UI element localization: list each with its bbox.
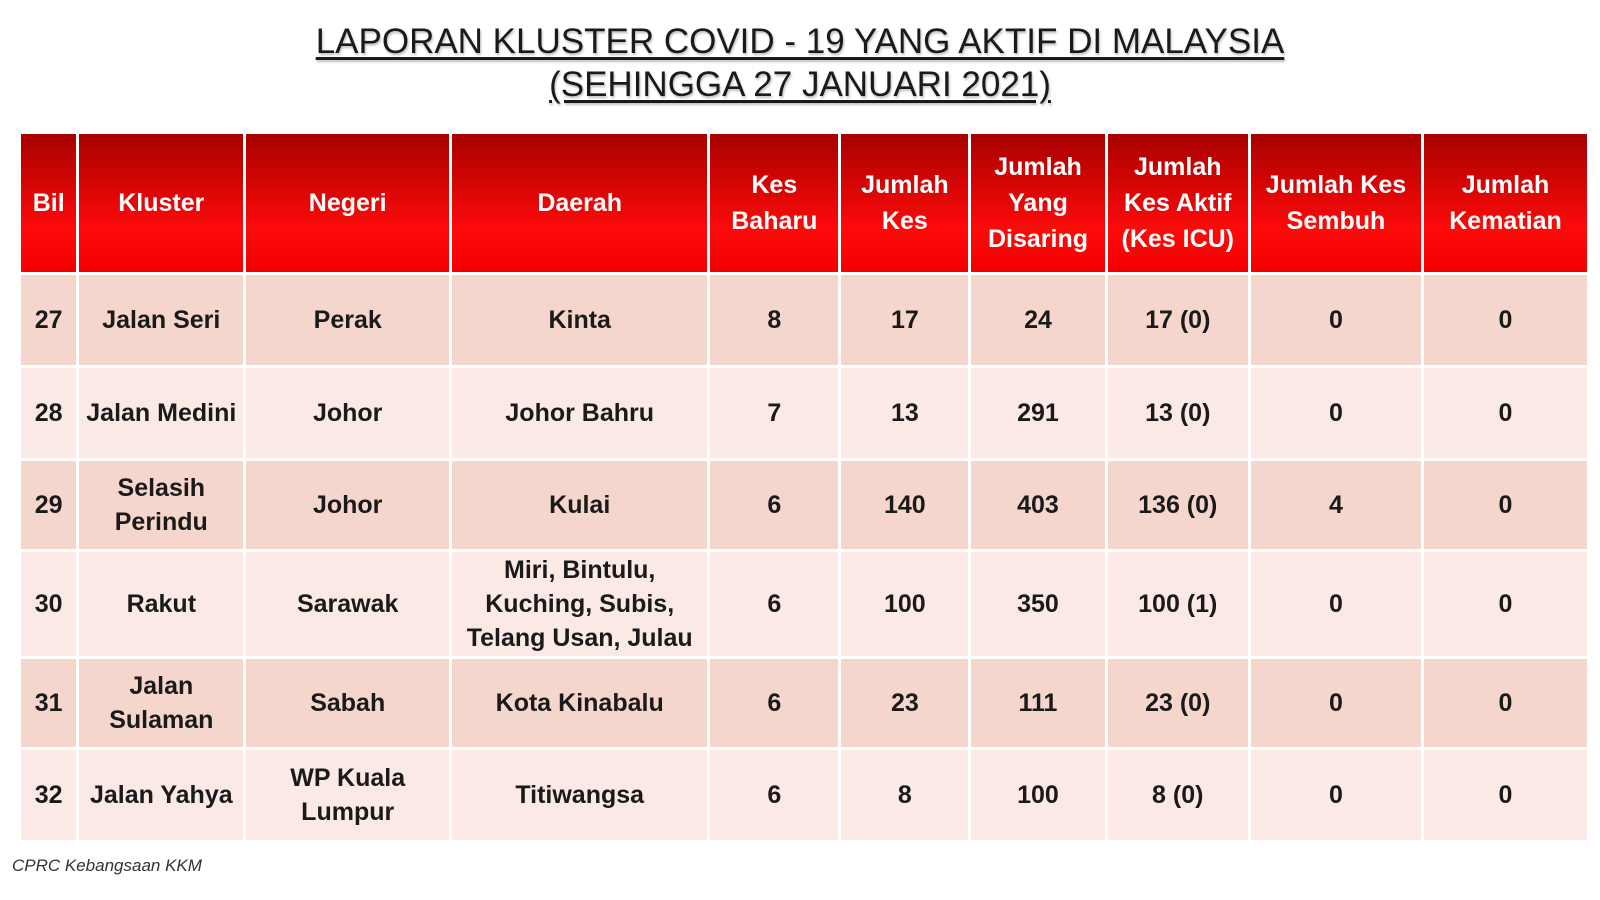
cell-jumlah-kes: 23 xyxy=(841,659,968,747)
cell-daerah: Miri, Bintulu, Kuching, Subis, Telang Usan, Julau xyxy=(452,552,707,656)
cell-kluster: Jalan Yahya xyxy=(79,750,243,840)
column-header-kes-aktif: Jumlah Kes Aktif (Kes ICU) xyxy=(1108,134,1248,272)
cell-kematian: 0 xyxy=(1424,368,1587,458)
column-header-kluster: Kluster xyxy=(79,134,243,272)
cell-kes-aktif: 13 (0) xyxy=(1108,368,1248,458)
column-header-kes-baharu: Kes Baharu xyxy=(710,134,838,272)
cell-kes-baharu: 6 xyxy=(710,750,838,840)
cell-jumlah-disaring: 24 xyxy=(971,275,1104,365)
table-row xyxy=(21,750,1587,840)
table-row xyxy=(21,461,1587,549)
cell-kes-aktif: 17 (0) xyxy=(1108,275,1248,365)
table-header-row xyxy=(21,134,1587,272)
table-row xyxy=(21,275,1587,365)
cell-kematian: 0 xyxy=(1424,461,1587,549)
cell-kes-baharu: 8 xyxy=(710,275,838,365)
cell-jumlah-kes: 17 xyxy=(841,275,968,365)
cell-negeri: Johor xyxy=(246,368,449,458)
cell-kes-aktif: 8 (0) xyxy=(1108,750,1248,840)
cell-jumlah-disaring: 111 xyxy=(971,659,1104,747)
column-header-jumlah-kes: Jumlah Kes xyxy=(841,134,968,272)
cell-kes-baharu: 6 xyxy=(710,461,838,549)
cell-jumlah-disaring: 350 xyxy=(971,552,1104,656)
cell-kes-aktif: 100 (1) xyxy=(1108,552,1248,656)
cell-kes-sembuh: 0 xyxy=(1251,275,1421,365)
cell-negeri: WP Kuala Lumpur xyxy=(246,750,449,840)
cell-kes-sembuh: 0 xyxy=(1251,368,1421,458)
cell-kes-sembuh: 0 xyxy=(1251,659,1421,747)
cell-bil: 31 xyxy=(21,659,76,747)
cell-kluster: Rakut xyxy=(79,552,243,656)
cell-kematian: 0 xyxy=(1424,552,1587,656)
cell-bil: 32 xyxy=(21,750,76,840)
cell-kluster: Jalan Seri xyxy=(79,275,243,365)
cell-kes-aktif: 23 (0) xyxy=(1108,659,1248,747)
cell-jumlah-disaring: 291 xyxy=(971,368,1104,458)
cell-kes-aktif: 136 (0) xyxy=(1108,461,1248,549)
cell-kematian: 0 xyxy=(1424,659,1587,747)
column-header-kes-sembuh: Jumlah Kes Sembuh xyxy=(1251,134,1421,272)
cell-jumlah-kes: 100 xyxy=(841,552,968,656)
cluster-table xyxy=(18,131,1590,843)
table-row xyxy=(21,368,1587,458)
column-header-jumlah-disaring: Jumlah Yang Disaring xyxy=(971,134,1104,272)
cell-kes-baharu: 6 xyxy=(710,552,838,656)
cell-kes-sembuh: 4 xyxy=(1251,461,1421,549)
cell-kes-sembuh: 0 xyxy=(1251,750,1421,840)
cell-kluster: Jalan Sulaman xyxy=(79,659,243,747)
cell-kematian: 0 xyxy=(1424,750,1587,840)
cell-bil: 29 xyxy=(21,461,76,549)
cell-bil: 27 xyxy=(21,275,76,365)
column-header-kematian: Jumlah Kematian xyxy=(1424,134,1587,272)
cell-bil: 30 xyxy=(21,552,76,656)
cell-jumlah-kes: 140 xyxy=(841,461,968,549)
cell-negeri: Sabah xyxy=(246,659,449,747)
cell-jumlah-disaring: 403 xyxy=(971,461,1104,549)
cell-daerah: Kota Kinabalu xyxy=(452,659,707,747)
cell-jumlah-kes: 8 xyxy=(841,750,968,840)
title-line-2: (SEHINGGA 27 JANUARI 2021) xyxy=(549,65,1051,104)
source-footnote: CPRC Kebangsaan KKM xyxy=(12,856,202,875)
cell-daerah: Kinta xyxy=(452,275,707,365)
cell-kluster: Selasih Perindu xyxy=(79,461,243,549)
cell-kes-sembuh: 0 xyxy=(1251,552,1421,656)
cell-kematian: 0 xyxy=(1424,275,1587,365)
cell-jumlah-disaring: 100 xyxy=(971,750,1104,840)
cell-bil: 28 xyxy=(21,368,76,458)
cell-negeri: Perak xyxy=(246,275,449,365)
cell-negeri: Johor xyxy=(246,461,449,549)
cell-kes-baharu: 7 xyxy=(710,368,838,458)
table-row xyxy=(21,659,1587,747)
column-header-negeri: Negeri xyxy=(246,134,449,272)
report-title xyxy=(0,20,1600,106)
cell-jumlah-kes: 13 xyxy=(841,368,968,458)
cell-daerah: Kulai xyxy=(452,461,707,549)
cell-negeri: Sarawak xyxy=(246,552,449,656)
column-header-daerah: Daerah xyxy=(452,134,707,272)
column-header-bil: Bil xyxy=(21,134,76,272)
cell-daerah: Johor Bahru xyxy=(452,368,707,458)
title-line-1: LAPORAN KLUSTER COVID - 19 YANG AKTIF DI MALAYSIA xyxy=(315,22,1285,61)
table-row xyxy=(21,552,1587,656)
cell-daerah: Titiwangsa xyxy=(452,750,707,840)
cell-kluster: Jalan Medini xyxy=(79,368,243,458)
cell-kes-baharu: 6 xyxy=(710,659,838,747)
